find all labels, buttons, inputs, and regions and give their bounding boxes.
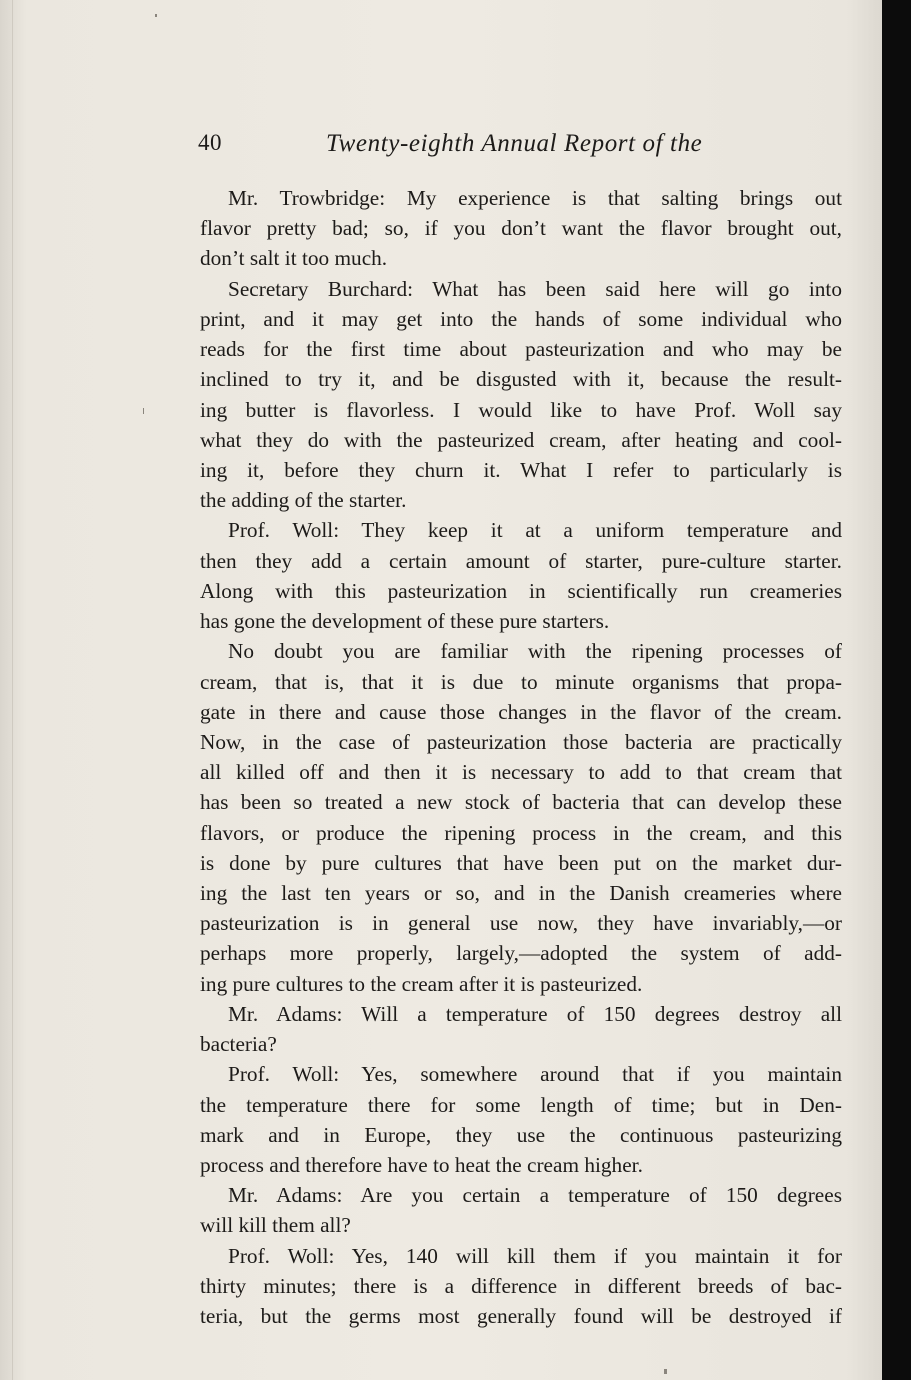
text-line: reads for the first time about pasteurization and who may be [200,337,842,362]
text-line: pasteurization is in general use now, they have invariably,—or [200,911,842,936]
text-line: the temperature there for some length of time; but in Den- [200,1092,842,1117]
text-line: Secretary Burchard: What has been said here will go into [228,276,842,301]
running-head: Twenty-eighth Annual Report of the [326,130,703,157]
text-line: Along with this pasteurization in scientifically run creameries [200,578,842,603]
body-text [200,183,842,1331]
scan-speck [155,14,157,17]
text-line: Mr. Adams: Are you certain a temperature of 150 degrees [228,1183,842,1208]
text-line: will kill them all? [200,1213,351,1238]
page-header [198,130,842,166]
page-number: 40 [198,130,222,155]
text-line: don’t salt it too much. [200,246,388,271]
text-line: cream, that is, that it is due to minute organisms that propa- [200,669,842,694]
text-line: ing butter is flavorless. I would like to have Prof. Woll say [200,397,842,422]
text-line: print, and it may get into the hands of some individual who [200,306,842,331]
text-line: Mr. Trowbridge: My experience is that salting brings out [228,186,842,210]
text-line: Prof. Woll: Yes, somewhere around that if you maintain [228,1062,842,1087]
text-line: what they do with the pasteurized cream, after heating and cool- [200,427,842,452]
text-line: process and therefore have to heat the cream higher. [200,1153,643,1177]
text-line: Mr. Adams: Will a temperature of 150 degrees destroy all [228,1001,842,1026]
scan-speck [664,1369,667,1374]
page-edge-shadow [12,0,13,1380]
scan-speck [143,408,144,414]
text-line: ing pure cultures to the cream after it is pasteurized. [200,971,643,996]
text-line: teria, but the germs most generally found will be destroyed if [200,1304,842,1329]
text-line: thirty minutes; there is a difference in different breeds of bac- [200,1273,842,1298]
text-line: Prof. Woll: Yes, 140 will kill them if you maintain it for [228,1243,842,1268]
text-line: ing it, before they churn it. What I refer to particularly is [200,457,842,482]
text-line: the adding of the starter. [200,488,407,513]
book-binding-edge [882,0,911,1380]
text-line: Now, in the case of pasteurization those bacteria are practically [200,729,842,754]
text-line: has been so treated a new stock of bacteria that can develop these [200,790,842,815]
text-line: has gone the development of these pure starters. [200,609,610,634]
text-line: then they add a certain amount of starter, pure-culture starter. [200,548,842,573]
text-line: flavors, or produce the ripening process in the cream, and this [200,820,842,845]
text-line: Prof. Woll: They keep it at a uniform temperature and [228,518,842,543]
text-line: bacteria? [200,1032,277,1057]
text-line: ing the last ten years or so, and in the Danish creameries where [200,881,842,906]
text-line: is done by pure cultures that have been put on the market dur- [200,850,842,875]
text-line: flavor pretty bad; so, if you don’t want the flavor brought out, [200,216,842,241]
text-line: mark and in Europe, they use the continuous pasteurizing [200,1122,842,1147]
text-line: gate in there and cause those changes in the flavor of the cream. [200,699,842,724]
text-line: No doubt you are familiar with the ripening processes of [228,639,842,664]
text-line: perhaps more properly, largely,—adopted the system of add- [200,941,842,966]
text-line: inclined to try it, and be disgusted with it, because the result- [200,367,842,392]
text-line: all killed off and then it is necessary to add to that cream that [200,760,842,785]
